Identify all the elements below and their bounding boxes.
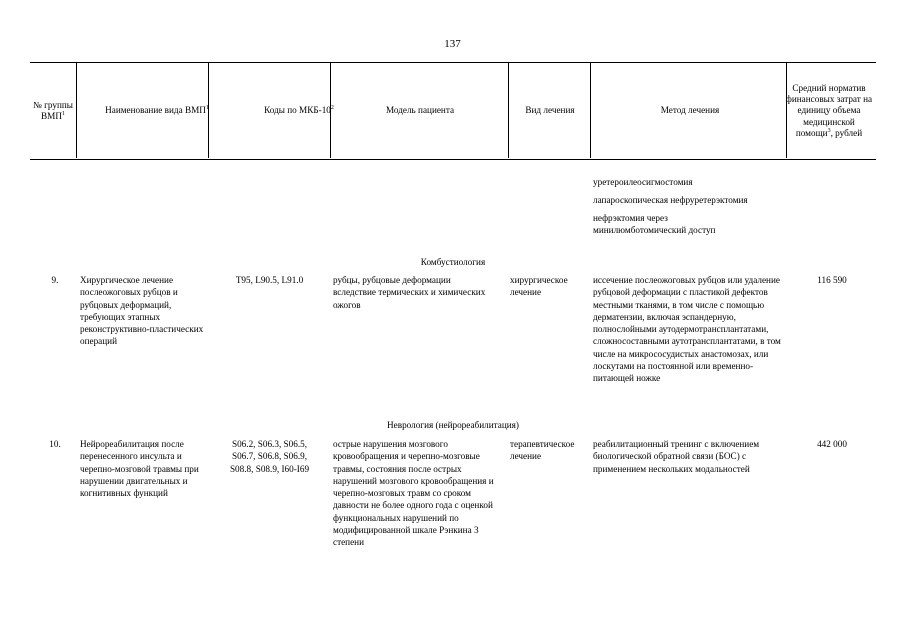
row-vmp-name: Нейрореабилитация после перенесенного инсульта и черепно-мозговой травмы при нарушении двигательных и когнитивных функций: [80, 439, 199, 499]
row-treatment-method: реабилитационный тренинг с включением биологической обратной связи (БОС) с применением нескольких модальностей: [593, 439, 760, 474]
row-number: 10.: [49, 439, 61, 449]
continued-method: нефрэктомия через минилюмботомический доступ: [593, 213, 716, 236]
header-treatment-type: Вид лечения: [525, 105, 575, 116]
row-patient-model: острые нарушения мозгового кровообращения и черепно-мозговые травмы, состояния после острых нарушений мозгового кровообращения и черепно-мозговых травм со сроком давности не более одного года с оценкой функциональных нарушений по модифицированной шкале Рэнкина 3 степени: [333, 439, 494, 548]
header-vmp-name: Наименование вида ВМП$^1$: [105, 105, 209, 116]
row-treatment-method: иссечение послеожоговых рубцов или удаление рубцовой деформации с пластикой дефектов местными тканями, в том числе с помощью дерматензии, включая эспандерную, полнослойными аутодермотрансплантатами, сложносоставными аутотрансплантатами, в том числе на микрососудистых анастомозах, или лоскутами на постоянной или временно-питающей ножке: [593, 275, 781, 384]
header-divider: [76, 62, 77, 158]
header-divider: [786, 62, 787, 158]
row-number: 9.: [51, 275, 59, 285]
header-avg-cost: Средний норматив финансовых затрат на единицу объема медицинской помощи$^3$, рублей: [785, 82, 873, 138]
header-divider: [508, 62, 509, 158]
header-group-number: № группы ВМП$^1$: [33, 99, 73, 121]
header-divider: [590, 62, 591, 158]
section-title-neurology: Неврология (нейрореабилитация): [387, 420, 519, 430]
page-number: 137: [444, 38, 461, 50]
header-divider: [330, 62, 331, 158]
section-title-combustiology: Комбустиология: [420, 257, 486, 267]
row-avg-cost: 116 590: [817, 275, 847, 285]
row-vmp-name: Хирургическое лечение послеожоговых рубцов и рубцовых деформаций, требующих этапных реконструктивно-пластических операций: [80, 275, 204, 347]
row-avg-cost: 442 000: [817, 439, 847, 449]
row-treatment-type: терапевтическое лечение: [510, 439, 575, 462]
continued-method: лапароскопическая нефруретерэктомия: [593, 195, 748, 205]
row-icd-codes: T95, L90.5, L91.0: [235, 275, 304, 285]
header-divider: [208, 62, 209, 158]
row-treatment-type: хирургическое лечение: [510, 275, 568, 298]
continued-method: уретероилеосигмостомия: [593, 177, 693, 187]
header-icd-codes: Коды по МКБ-$10^2$: [264, 105, 334, 116]
header-treatment-method: Метод лечения: [660, 105, 720, 116]
row-icd-codes: S06.2, S06.3, S06.5, S06.7, S06.8, S06.9, S08.8, S08.9, I60-I69: [229, 439, 310, 474]
row-patient-model: рубцы, рубцовые деформации вследствие термических и химических ожогов: [333, 275, 486, 310]
header-patient-model: Модель пациента: [385, 105, 455, 116]
table-header: [30, 62, 876, 160]
